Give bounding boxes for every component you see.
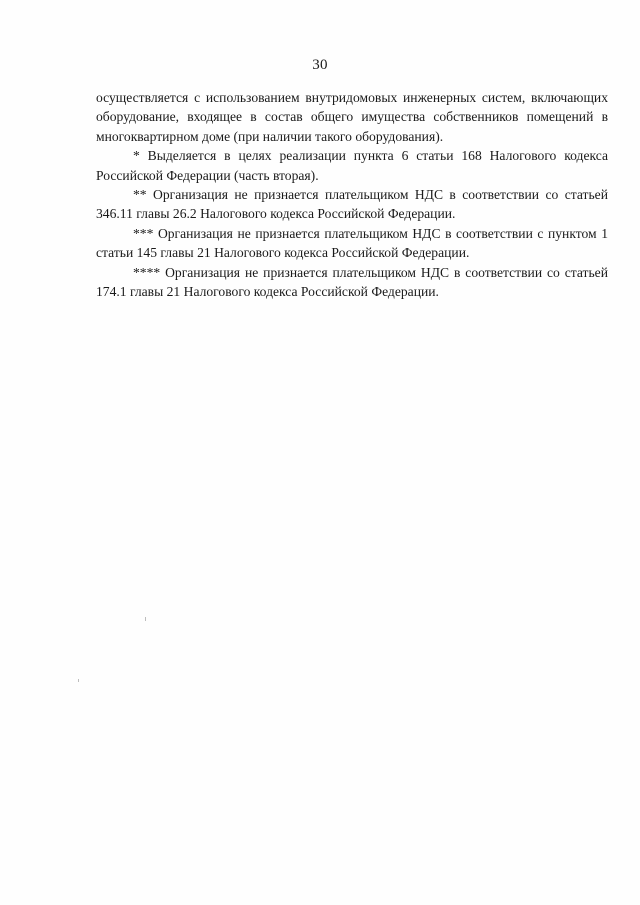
page-number: 30 (312, 57, 328, 73)
scan-speck (145, 617, 146, 621)
document-body (96, 88, 608, 301)
scan-speck (78, 679, 79, 682)
footnote-3: *** Организация не признается плательщиком НДС в соответствии с пунктом 1 статьи 145 главы 21 Налогового кодекса Российской Федерации. (96, 225, 608, 261)
footnote-4: **** Организация не признается плательщиком НДС в соответствии со статьей 174.1 главы 21 Налогового кодекса Российской Федерации. (96, 264, 608, 300)
paragraph-continuation: осуществляется с использованием внутридомовых инженерных систем, включающих оборудование, входящее в состав общего имущества собственников помещений в многоквартирном доме (при наличии такого оборудования). (96, 90, 608, 144)
footnote-1: * Выделяется в целях реализации пункта 6 статьи 168 Налогового кодекса Российской Федерации (часть вторая). (96, 148, 608, 183)
footnote-2: ** Организация не признается плательщиком НДС в соответствии со статьей 346.11 главы 26.2 Налогового кодекса Российской Федерации. (96, 187, 608, 222)
